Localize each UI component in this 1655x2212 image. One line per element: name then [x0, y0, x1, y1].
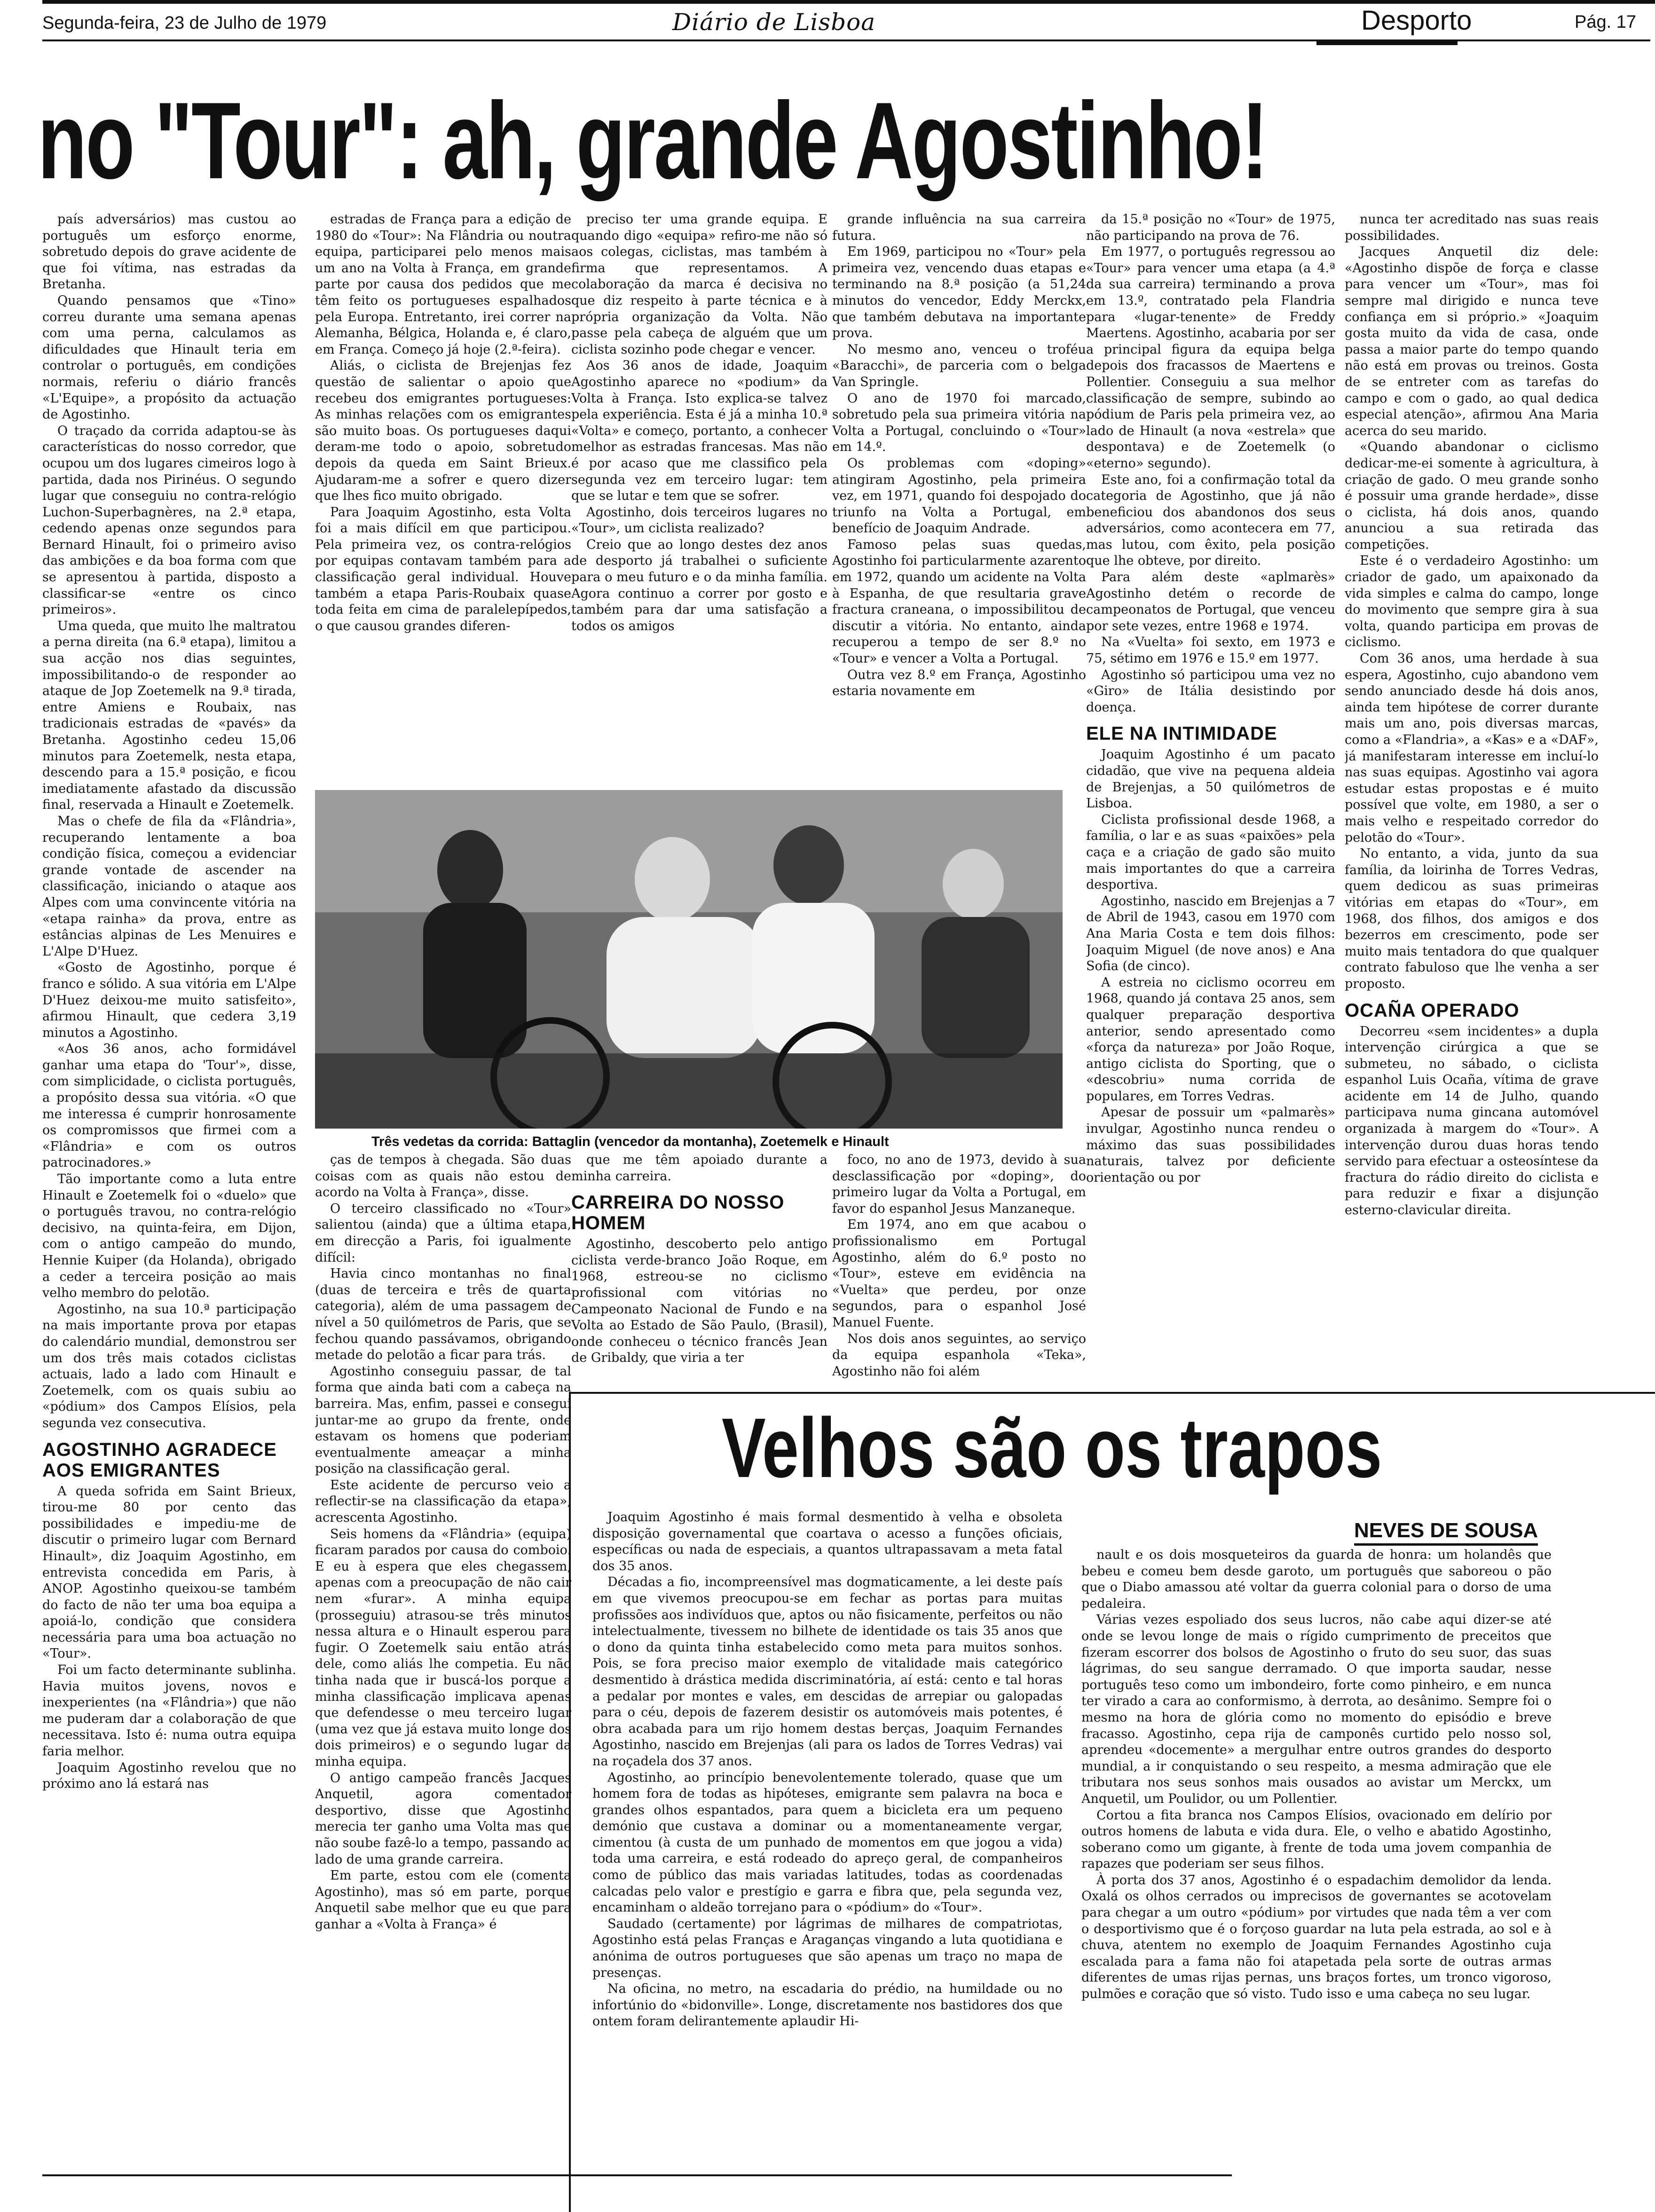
- paragraph: Creio que ao longo destes dez anos de desporto já trabalhei o suficiente para o meu futuro e o da minha família. Agora continuo a correr por gosto e também para dar uma satisfação a todos os amigos: [571, 537, 828, 633]
- opinion-column-left: [592, 1509, 1063, 2172]
- paragraph: Agostinho só participou uma vez no «Giro» de Itália desistindo por doença.: [1086, 667, 1335, 715]
- paragraph: «Quando abandonar o ciclismo dedicar-me-ei somente à agricultura, à criação de gado. O meu grande sonho é possuir uma grande herdade», disse o ciclista, há dois anos, quando anunciou a sua retirada das competições.: [1345, 440, 1599, 552]
- paragraph: Quando pensamos que «Tino» correu durante uma semana apenas com uma perna, calculamos as dificuldades que Hinault teria em controlar o português, em condições normais, referiu o diário francês «L'Equipe», a propósito da actuação de Agostinho.: [42, 293, 296, 422]
- paragraph: «Aos 36 anos, acho formidável ganhar uma etapa do 'Tour'», disse, com simplicidade, o ciclista português, a propósito dessa sua vitória. «O que me interessa é cumprir honrosamente os compromissos que firmei com a «Flândria» e com os outros patrocinadores.»: [42, 1042, 296, 1170]
- paragraph: Joaquim Agostinho é um pacato cidadão, que vive na pequena aldeia de Brejenjas, a 50 quilómetros de Lisboa.: [1086, 747, 1335, 811]
- article-column-4-continued: [832, 1152, 1086, 1382]
- page-number: Pág. 17: [1575, 12, 1636, 32]
- paragraph: preciso ter uma grande equipa. E quando digo «equipa» refiro-me não só aos colegas, ciclistas, mas também à firma que representamos. A colaboração da marca é decisiva no que diz respeito à parte técnica e à própria organização da Volta. Não passe pela cabeça de alguém que um ciclista sozinho pode chegar e vencer.: [571, 212, 828, 357]
- paragraph: Saudado (certamente) por lágrimas de milhares de compatriotas, Agostinho está pelas Franças e Araganças vingando a luta quotidiana e anónima de outros portugueses que são apenas um traço no mapa de presenças.: [592, 1916, 1063, 1980]
- opinion-column-right: [1081, 1547, 1552, 2172]
- paragraph: Agostinho, nascido em Brejenjas a 7 de Abril de 1943, casou em 1970 com Ana Maria Costa e tem dois filhos: Joaquim Miguel (de nove anos) e Ana Sofia (de cinco).: [1086, 893, 1335, 974]
- article-column-2: [315, 212, 571, 788]
- paragraph: No mesmo ano, venceu o troféu «Baracchi», de parceria com o belga Van Springle.: [832, 342, 1086, 389]
- paragraph: Agostinho conseguiu passar, de tal forma que ainda bati com a cabeça na barreira. Mas, enfim, passei e consegui juntar-me ao grupo da frente, onde estavam os homens que poderiam eventualmente ameaçar a minha posição na classificação geral.: [315, 1364, 571, 1477]
- masthead: [42, 7, 1650, 41]
- paragraph: Em 1969, participou no «Tour» pela primeira vez, vencendo duas etapas e terminando na 8.ª posição (a 51,24 minutos do vencedor, Eddy Merckx, que também debutava na importante prova.: [832, 245, 1086, 341]
- paragraph: Aliás, o ciclista de Brejenjas fez questão de salientar o apoio que recebeu dos emigrantes portugueses: As minhas relações com os emigrantes são muito boas. Os portugueses daqui deram-me todo o apoio, sobretudo depois da queda em Saint Brieux. Ajudaram-me a sofrer e quero dizer que lhes fico muito obrigado.: [315, 358, 571, 504]
- article-column-2-continued: [315, 1152, 571, 2177]
- paragraph: Décadas a fio, incompreensível mas dogmaticamente, a lei deste país em que vivemos preocupou-se em fechar as portas para muitas profissões aos indivíduos que, aptos ou não fisicamente, perfeitos ou não intelectualmente, tivessem no bilhete de identidade os tais 35 anos que o dono da quinta tinha estabelecido como meta para muitos sonhos. Pois, se fora preciso maior exemplo de vitalidade mais categórico desmentido à drástica medida discriminatória, aí está: cento e tal horas a pedalar por montes e vales, em descidas de arrepiar ou galopadas para o céu, depois de fazerem desistir os automóveis mais potentes, é obra acabada para um rijo homem destas berças, Joaquim Fernandes Agostinho, nascido em Brejenjas (ali para os lados de Torres Vedras) vai na roçadela dos 37 anos.: [592, 1575, 1063, 1769]
- paragraph: Para além deste «aplmarès» Agostinho detém o recorde de campeonatos de Portugal, que venceu por sete vezes, entre 1968 e 1974.: [1086, 570, 1335, 633]
- paragraph: À porta dos 37 anos, Agostinho é o espadachim demolidor da lenda. Oxalá os olhos cerrados ou imprecisos de governantes se acotovelam para chegar a um outro «pódium» por virtudes que nada têm a ver com o desportivismo que é o forçoso guardar na luta pela estrada, ao sol e à chuva, atentem no exemplo de Joaquim Fernandes Agostinho cuja escalada para a fama não foi atapetada pela sorte de outras armas diferentes de umas rijas pernas, uns braços fortes, um tronco vigoroso, pulmões e coração que só visto. Tudo isso e uma cabeça no seu lugar.: [1081, 1872, 1552, 2002]
- bottom-rule: [42, 2174, 1232, 2176]
- paragraph: Mas o chefe de fila da «Flândria», recuperando lentamente a boa condição física, começou a evidenciar grande vontade de ascender na classificação, iniciando o ataque aos Alpes com uma convincente vitória na «etapa rainha» da prova, entre as estâncias alpinas de Les Menuires e L'Alpe D'Huez.: [42, 814, 296, 959]
- paragraph: Havia cinco montanhas no final (duas de terceira e três de quarta categoria), além de uma passagem de nível a 50 quilómetros de Paris, que se fechou quando passávamos, obrigando metade do pelotão a ficar para trás.: [315, 1266, 571, 1363]
- paragraph: estradas de França para a edição de 1980 do «Tour»: Na Flândria ou noutra equipa, participarei pelo menos mais um ano na Volta à França, em grande parte por causa dos pedidos que me têm feito os portugueses espalhados pela Europa. Entretanto, irei correr na Alemanha, Bélgica, Holanda e, é claro, em França. Começo já hoje (2.ª-feira).: [315, 212, 571, 357]
- paragraph: Agostinho, dois terceiros lugares no «Tour», um ciclista realizado?: [571, 505, 828, 536]
- paragraph: grande influência na sua carreira futura.: [832, 212, 1086, 243]
- paragraph: O antigo campeão francês Jacques Anquetil, agora comentador desportivo, disse que Agostinho merecia ter ganho uma Volta mas que não soube fazê-lo a tempo, passando ao lado de uma grande carreira.: [315, 1770, 571, 1867]
- paragraph: O traçado da corrida adaptou-se às características do nosso corredor, que ocupou um dos lugares cimeiros logo à partida, dada nos Pirinéus. O segundo lugar que conseguiu no contra-relógio Luchon-Superbagnères, na 2.ª etapa, cedendo apenas onze segundos para Bernard Hinault, foi o primeiro aviso das ambições e da boa forma com que se apresentou à partida, disposto a classificar-se «entre os cinco primeiros».: [42, 423, 296, 617]
- section-name: Desporto: [1361, 5, 1472, 36]
- article-column-5: [1086, 212, 1335, 1382]
- article-column-4: [832, 212, 1086, 788]
- subheading-agradece: AGOSTINHO AGRADECE AOS EMIGRANTES: [42, 1439, 277, 1481]
- paragraph: Cortou a fita branca nos Campos Elísios, ovacionado em delírio por outros homens de labuta e vida dura. Ele, o velho e abatido Agostinho, soberano como um gigante, à frente de toda uma jovem companhia de rapazes que poderiam ser seus filhos.: [1081, 1808, 1552, 1872]
- cyclists-photo: [315, 790, 1063, 1129]
- paragraph: Agostinho, descoberto pelo antigo ciclista verde-branco João Roque, em 1968, estreou-se no ciclismo profissional com vitórias no Campeonato Nacional de Fundo e na Volta ao Estado de São Paulo, (Brasil), onde conheceu o técnico francês Jean de Gribaldy, que viria a ter: [571, 1237, 828, 1366]
- main-headline: no "Tour": ah, grande Agostinho!: [38, 80, 1267, 202]
- paragraph: Outra vez 8.º em França, Agostinho estaria novamente em: [832, 667, 1086, 699]
- paragraph: Tão importante como a luta entre Hinault e Zoetemelk foi o «duelo» que o português travou, no contra-relógio decisivo, na quinta-feira, em Dijon, com o antigo campeão do mundo, Hennie Kuiper (da Holanda), obrigado a ceder a terceira posição ao mais velho membro do pelotão.: [42, 1172, 296, 1301]
- paragraph: Este acidente de percurso veio a reflectir-se na classificação da etapa», acrescenta Agostinho.: [315, 1477, 571, 1525]
- section-underline: [1316, 41, 1458, 45]
- paragraph: da 15.ª posição no «Tour» de 1975, não participando na prova de 76.: [1086, 212, 1335, 243]
- photo-graphic: [315, 790, 1063, 1129]
- paragraph: Em parte, estou com ele (comenta Agostinho), mas só em parte, porque Anquetil sabe melhor que eu que para ganhar a «Volta à França» é: [315, 1868, 571, 1932]
- paragraph: Agostinho, ao princípio benevolentemente tolerado, quase que um homem fora de todas as hipóteses, emigrante sem palavra na boca e grandes olhos espantados, para quem a bicicleta era um pequeno demónio que custava a dominar ou a momentaneamente vergar, cimentou (à custa de um punhado de momentos em que jogou a vida) toda uma carreira, e está rodeado do apreço geral, de companheiros como de público das mais variadas latitudes, todas as coordenadas calcadas pelo valor e prestígio e garra e fibra que, pela segunda vez, encaminham o aldeão torrejano para o «pódium» do «Tour».: [592, 1770, 1063, 1915]
- paragraph: Ciclista profissional desde 1968, a família, o lar e as suas «paixões» pela caça e a criação de gado são muito mais importantes do que a carreira desportiva.: [1086, 812, 1335, 893]
- paragraph: ças de tempos à chegada. São duas coisas com as quais não estou de acordo na Volta à França», disse.: [315, 1153, 571, 1200]
- paragraph: Para Joaquim Agostinho, esta Volta foi a mais difícil em que participou. Pela primeira vez, os contra-relógios por equipas contavam também para a classificação geral individual. Houve também a etapa Paris-Roubaix quase toda feita em cima de paralelepípedos, o que causou grandes diferen-: [315, 505, 571, 633]
- opinion-title: Velhos são os trapos: [722, 1401, 1382, 1495]
- opinion-byline: NEVES DE SOUSA: [1354, 1519, 1538, 1546]
- article-column-6: [1345, 212, 1599, 1382]
- paragraph: Várias vezes espoliado dos seus lucros, não cabe aqui dizer-se até onde se levou longe de mais o rígido cumprimento de preceitos que fizeram escorrer dos bolsos de Agostinho o fruto do seu suor, das suas lágrimas, do seu sangue derramado. O que importa saudar, nesse português teso como um imbondeiro, forte como pinheiro, e em nunca ter virado a cara ao conformismo, à derrota, ao desânimo. Sempre foi o mesmo na hora de glória como no momento do episódio e breve fracasso. Agostinho, cepa rija de camponês curtido pelo nosso sol, aprendeu «docemente» a mergulhar entre outros grandes do desporto mundial, a ir conquistando o seu respeito, a mesma admiração que ele tributara nos seus sonhos mais ousados ao avistar um Merckx, um Anquetil, um Poulidor, ou um Pollentier.: [1081, 1612, 1552, 1806]
- subheading-carreira: CARREIRA DO NOSSO HOMEM: [571, 1192, 785, 1234]
- paragraph: Foi um facto determinante sublinha. Havia muitos jovens, novos e inexperientes (na «Flândria») que não me puderam dar a colaboração de que necessitava. Isto é: numa outra equipa faria melhor.: [42, 1663, 296, 1759]
- paragraph: Jacques Anquetil diz dele: «Agostinho dispõe de força e classe para vencer um «Tour», mas foi sempre mal dirigido e nunca teve confiança em si próprio.» «Joaquim gosta muito da vida de casa, onde passa a maior parte do tempo quando não está em provas ou treinos. Gosta de se entreter com as tarefas do campo e com o gado, ao qual dedica especial atenção», afirmou Ana Maria acerca do seu marido.: [1345, 245, 1599, 438]
- paragraph: Seis homens da «Flândria» (equipa) ficaram parados por causa do comboio. E eu à espera que eles chegassem, apenas com a preocupação de não cair nem «furar». A minha equipa (prosseguiu) atrasou-se três minutos nessa altura e o Hinault esperou para fugir. O Zoetemelk saiu então atrás dele, como aliás lhe competia. Eu não tinha nada que ir buscá-los porque a minha classificação implicava apenas que defendesse o meu terceiro lugar (uma vez que já estava muito longe dos dois primeiros) e o segundo lugar da minha equipa.: [315, 1526, 571, 1769]
- paragraph: foco, no ano de 1973, devido à sua desclassificação por «doping», do primeiro lugar da Volta a Portugal, em favor do espanhol Jesus Manzaneque.: [832, 1153, 1086, 1216]
- paragraph: Na «Vuelta» foi sexto, em 1973 e 75, sétimo em 1976 e 15.º em 1977.: [1086, 635, 1335, 666]
- paragraph: Joaquim Agostinho revelou que no próximo ano lá estará nas: [42, 1760, 296, 1792]
- paragraph: «Gosto de Agostinho, porque é franco e sólido. A sua vitória em L'Alpe D'Huez deixou-me muito satisfeito», afirmou Hinault, que cedera 3,19 minutos a Agostinho.: [42, 960, 296, 1040]
- paragraph: Agostinho, na sua 10.ª participação na mais importante prova por etapas do calendário mundial, demonstrou ser um dos três mais cotados ciclistas actuais, lado a lado com Hinault e Zoetemelk, com os quais subiu ao «pódium» dos Campos Elísios, pela segunda vez consecutiva.: [42, 1302, 296, 1430]
- paragraph: Famoso pelas suas quedas, Agostinho foi particularmente azarento em 1972, quando um acidente na Volta à Espanha, de que resultaria grave fractura craneana, o impossibilitou de discutir a vitória. No entanto, ainda recuperou a tempo de ser 8.º no «Tour» e vencer a Volta a Portugal.: [832, 537, 1086, 666]
- paragraph: Os problemas com «doping» atingiram Agostinho, pela primeira vez, em 1971, quando foi despojado do triunfo na Volta a Portugal, em benefício de Joaquim Andrade.: [832, 456, 1086, 536]
- paragraph: Apesar de possuir um «palmarès» invulgar, Agostinho nunca rendeu o máximo das suas possibilidades naturais, talvez por deficiente orientação ou por: [1086, 1105, 1335, 1185]
- paragraph: Uma queda, que muito lhe maltratou a perna direita (na 6.ª etapa), limitou a sua acção nos dias seguintes, impossibilitando-o de responder ao ataque de Jop Zoetemelk na 9.ª tirada, entre Amiens e Roubaix, nas tradicionais estradas de «pavés» da Bretanha. Agostinho cedeu 15,06 minutos para Zoetemelk, nesta etapa, descendo para a 15.ª posição, e ficou imediatamente afastado da discussão final, reservada a Hinault e Zoetemelk.: [42, 618, 296, 813]
- paragraph: Na oficina, no metro, na escadaria do prédio, na humildade ou no infortúnio do «bidonville». Longe, discretamente nos bastidores dos que ontem foram delirantemente aplaudir Hi-: [592, 1982, 1063, 2029]
- article-column-3: [571, 212, 828, 788]
- paragraph: Este é o verdadeiro Agostinho: um criador de gado, um apaixonado da vida simples e calma do campo, longe do movimento que sempre gira à sua volta, quando participa em provas de ciclismo.: [1345, 553, 1599, 650]
- paragraph: Aos 36 anos de idade, Joaquim Agostinho aparece no «podium» da Volta à França. Isto explica-se talvez pela experiência. Esta é já a minha 10.ª «Volta» e começo, portanto, a conhecer melhor as estradas francesas. Mas não é por acaso que me classifico pela segunda vez em terceiro lugar: tem que se lutar e tem que se sofrer.: [571, 358, 828, 504]
- paragraph: Joaquim Agostinho é mais formal desmentido à velha e obsoleta disposição governamental que coartava o acesso a funções oficiais, específicas ou nada de especiais, a quantos ultrapassavam a meta fatal dos 35 anos.: [592, 1510, 1063, 1573]
- paragraph: A estreia no ciclismo ocorreu em 1968, quando já contava 25 anos, sem qualquer preparação desportiva anterior, sendo apresentado como «força da natureza» por João Roque, antigo ciclista do Sporting, que o «descobriu» numa corrida de populares, em Torres Vedras.: [1086, 975, 1335, 1104]
- paragraph: nunca ter acreditado nas suas reais possibilidades.: [1345, 212, 1599, 243]
- subheading-intimidade: ELE NA INTIMIDADE: [1086, 723, 1277, 744]
- paragraph: que me têm apoiado durante a minha carreira.: [571, 1153, 828, 1184]
- article-column-3-continued: [571, 1152, 828, 1382]
- paragraph: A queda sofrida em Saint Brieux, tirou-me 80 por cento das possibilidades e impediu-me de discutir o primeiro lugar com Bernard Hinault», diz Joaquim Agostinho, em entrevista concedida em Paris, à ANOP. Agostinho queixou-se também do facto de não ter uma boa equipa a apoiá-lo, condição que considera necessária para uma boa actuação no «Tour».: [42, 1484, 296, 1661]
- paragraph: Em 1977, o português regressou ao «Tour» para vencer uma etapa (a 4.ª da sua carreira) terminando a prova em 13.º, contratado pela Flandria para «lugar-tenente» de Freddy Maertens. Agostinho, acabaria por ser a principal figura da equipa belga depois dos fracassos de Maertens e Pollentier. Conseguiu a sua melhor classificação de sempre, subindo ao pódium de Paris pela primeira vez, ao lado de Hinault (a nova «estrela» que despontava) e de Zoetemelk (o «eterno» segundo).: [1086, 245, 1335, 471]
- paragraph: país adversários) mas custou ao português um esforço enorme, sobretudo depois do grave acidente de que foi vítima, nas estradas da Bretanha.: [42, 212, 296, 292]
- paragraph: nault e os dois mosqueteiros da guarda de honra: um holandês que bebeu e comeu bem desde garoto, um português que saboreou o pão que o Diabo amassou até voltar da guerra colonial para o dorso de uma pedaleira.: [1081, 1548, 1552, 1611]
- paragraph: O terceiro classificado no «Tour» salientou (ainda) que a última etapa, em direcção a Paris, foi igualmente difícil:: [315, 1201, 571, 1265]
- newspaper-name: Diário de Lisboa: [672, 8, 876, 36]
- paragraph: Em 1974, ano em que acabou o profissionalismo em Portugal Agostinho, além do 6.º posto no «Tour», esteve em evidência na «Vuelta» que perdeu, por onze segundos, para o espanhol José Manuel Fuente.: [832, 1217, 1086, 1330]
- top-rule: [42, 0, 1655, 4]
- paragraph: Com 36 anos, uma herdade à sua espera, Agostinho, cujo abandono vem sendo anunciado desde há dois anos, ainda tem hipótese de correr durante mais um ano, pois diversas marcas, como a «Flandria», a «Kas» e a «DAF», já manifestaram interesse em incluí-lo nas suas equipas. Agostinho vai agora estudar estas propostas e é muito possível que volte, em 1980, a ser o mais velho e respeitado corredor do pelotão do «Tour».: [1345, 651, 1599, 845]
- paragraph: No entanto, a vida, junto da sua família, da loirinha de Torres Vedras, quem dedicou as suas primeiras vitórias em etapas do «Tour», em 1968, dos filhos, dos amigos e dos bezerros em crescimento, pode ser muito mais tentadora do que qualquer contrato fabuloso que lhe venha a ser proposto.: [1345, 846, 1599, 991]
- paragraph: Decorreu «sem incidentes» a dupla intervenção cirúrgica a que se submeteu, no sábado, o ciclista espanhol Luis Ocaña, vítima de grave acidente em 14 de Julho, quando participava numa gincana automóvel organizada à margem do «Tour». A intervenção durou duas horas tendo servido para efectuar a osteosíntese da fractura do rádio direito do ciclista e para reduzir e fixar a disjunção esterno-clavicular direita.: [1345, 1024, 1599, 1218]
- paragraph: O ano de 1970 foi marcado, sobretudo pela sua primeira vitória na Volta a Portugal, concluindo o «Tour» em 14.º.: [832, 391, 1086, 455]
- issue-date: Segunda-feira, 23 de Julho de 1979: [42, 13, 327, 33]
- subheading-ocana: OCAÑA OPERADO: [1345, 1000, 1520, 1021]
- paragraph: Nos dois anos seguintes, ao serviço da equipa espanhola «Teka», Agostinho não foi além: [832, 1331, 1086, 1379]
- article-column-1: [42, 212, 296, 2177]
- paragraph: Este ano, foi a confirmação total da categoria de Agostinho, que já não beneficiou dos abandonos dos seus adversários, como acontecera em 77, mas lutou, com êxito, pela posição que lhe obteve, por direito.: [1086, 472, 1335, 569]
- photo-caption: Três vedetas da corrida: Battaglin (vencedor da montanha), Zoetemelk e Hinault: [371, 1134, 889, 1149]
